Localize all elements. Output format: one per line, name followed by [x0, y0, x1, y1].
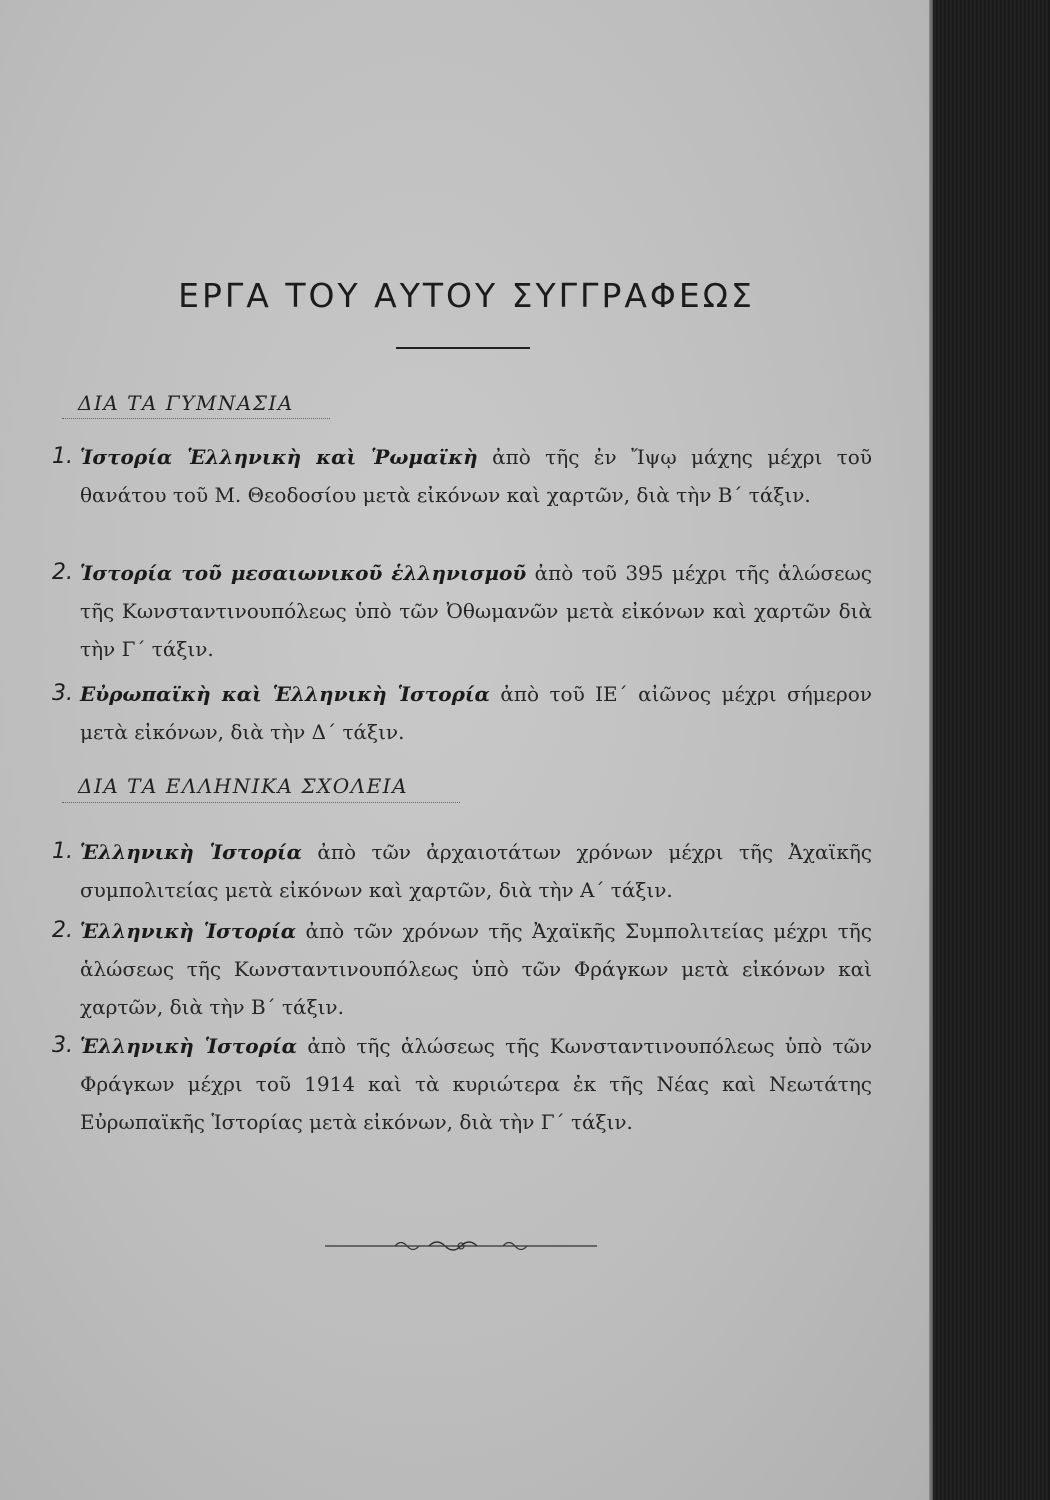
- list-item: [52, 554, 872, 668]
- title-divider: [396, 347, 530, 349]
- section-divider: [62, 802, 460, 803]
- item-number: 1.: [52, 444, 73, 469]
- item-number: 1.: [52, 839, 73, 864]
- section-heading-hellenic-schools: ΔΙΑ ΤΑ ΕΛΛΗΝΙΚΑ ΣΧΟΛΕΙΑ: [78, 774, 409, 798]
- book-description: ἀπὸ τῶν χρόνων τῆς Ἀχαϊκῆς Συμπολιτείας μέχρι τῆς ἁλώσεως τῆς Κωνσταντινουπόλεως ὑπὸ τῶν Φράγκων μετὰ εἰκόνων καὶ χαρτῶν, διὰ τὴν Β΄ τάξιν.: [80, 919, 872, 1019]
- item-number: 2.: [52, 560, 73, 585]
- book-description: ἀπὸ τῆς ἁλώσεως τῆς Κωνσταντινουπόλεως ὑπὸ τῶν Φράγκων μέχρι τοῦ 1914 καὶ τὰ κυριώτερα ἐκ τῆς Νέας καὶ Νεωτάτης Εὐρωπαϊκῆς Ἱστορίας μετὰ εἰκόνων, διὰ τὴν Γ΄ τάξιν.: [80, 1034, 872, 1134]
- book-title: Ἑλληνικὴ Ἱστορία: [80, 1034, 298, 1058]
- list-item: [52, 675, 872, 751]
- book-title: Ἱστορία Ἑλληνικὴ καὶ Ῥωμαϊκὴ: [80, 445, 478, 469]
- book-title: Εὐρωπαϊκὴ καὶ Ἑλληνικὴ Ἱστορία: [80, 682, 490, 706]
- list-item: [52, 912, 872, 1026]
- book-binding: [933, 0, 1050, 1500]
- book-description: ἀπὸ τοῦ 395 μέχρι τῆς ἁλώσεως τῆς Κωνσταντινουπόλεως ὑπὸ τῶν Ὀθωμανῶν μετὰ εἰκόνων καὶ χαρτῶν διὰ τὴν Γ΄ τάξιν.: [80, 561, 872, 661]
- list-item: [52, 1027, 872, 1141]
- book-description: ἀπὸ τῶν ἀρχαιοτάτων χρόνων μέχρι τῆς Ἀχαϊκῆς συμπολιτείας μετὰ εἰκόνων καὶ χαρτῶν, διὰ τὴν Α΄ τάξιν.: [80, 840, 873, 902]
- item-number: 2.: [52, 918, 73, 943]
- item-number: 3.: [52, 681, 73, 706]
- list-item: [52, 833, 873, 909]
- book-title: Ἱστορία τοῦ μεσαιωνικοῦ ἑλληνισμοῦ: [80, 561, 527, 585]
- list-item: [52, 438, 872, 514]
- item-number: 3.: [52, 1033, 73, 1058]
- section-heading-gymnasia: ΔΙΑ ΤΑ ΓΥΜΝΑΣΙΑ: [78, 391, 294, 415]
- book-title: Ἑλληνικὴ Ἱστορία: [80, 840, 303, 864]
- book-description: ἀπὸ τοῦ ΙΕ΄ αἰῶνος μέχρι σήμερον μετὰ εἰκόνων, διὰ τὴν Δ΄ τάξιν.: [80, 682, 872, 744]
- section-divider: [62, 418, 330, 419]
- page-title: ΕΡΓΑ ΤΟΥ ΑΥΤΟΥ ΣΥΓΓΡΑΦΕΩΣ: [178, 276, 755, 315]
- ornament-divider-icon: [325, 1236, 597, 1256]
- book-title: Ἑλληνικὴ Ἱστορία: [80, 919, 297, 943]
- book-description: ἀπὸ τῆς ἐν Ἴψῳ μάχης μέχρι τοῦ θανάτου τοῦ Μ. Θεοδοσίου μετὰ εἰκόνων καὶ χαρτῶν, διὰ τὴν Β΄ τάξιν.: [80, 445, 872, 507]
